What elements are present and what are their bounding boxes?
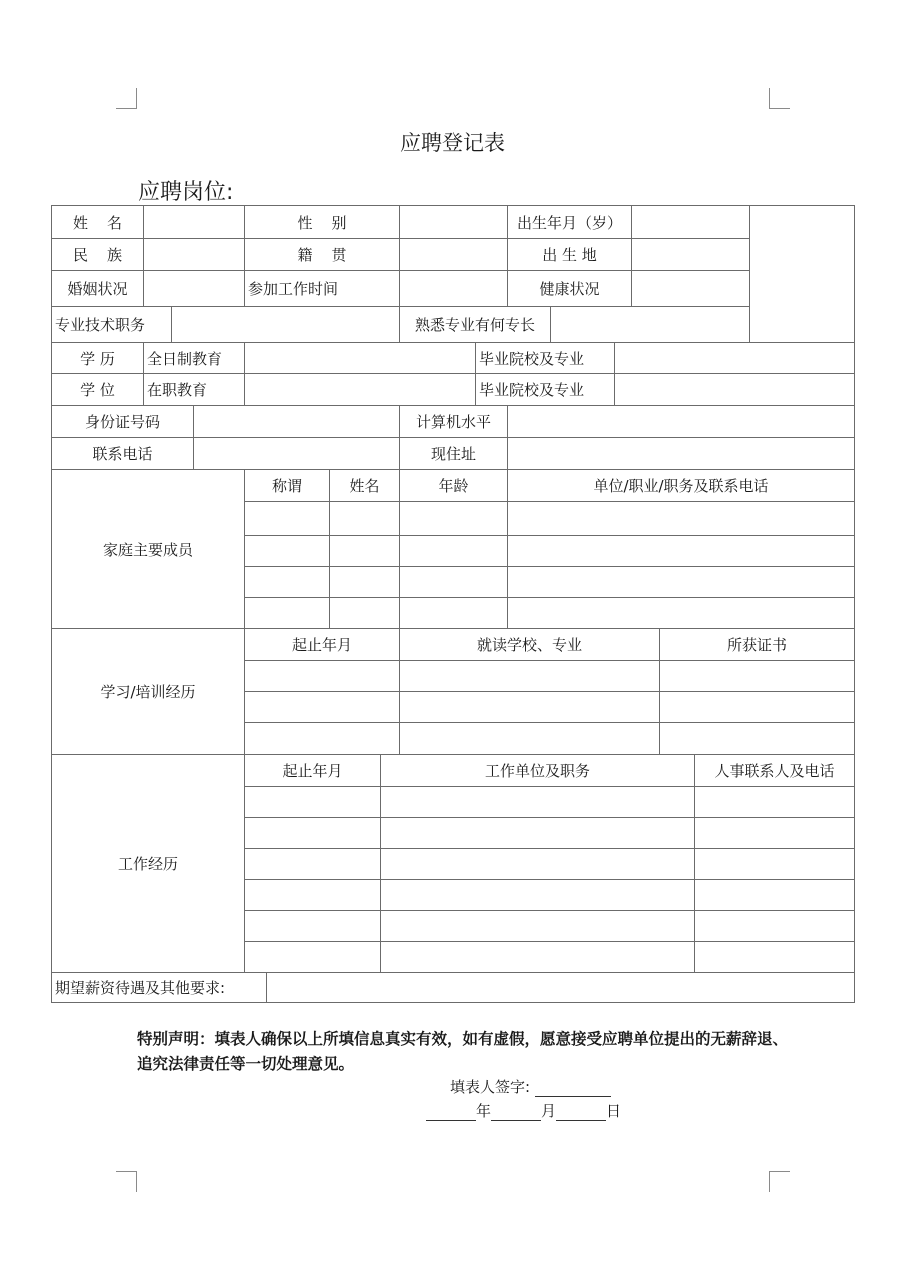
month-line[interactable] xyxy=(491,1104,541,1121)
family-row-2-cell[interactable] xyxy=(329,535,400,567)
label-computer: 计算机水平 xyxy=(399,405,508,438)
position-input-line[interactable] xyxy=(239,183,441,206)
family-row-4-cell[interactable] xyxy=(507,597,855,629)
work-row-6-cell[interactable] xyxy=(244,941,381,973)
label-birthplace: 出 生 地 xyxy=(507,238,632,271)
study-row-3-cell[interactable] xyxy=(659,722,855,755)
crop-mark-bottom-right xyxy=(769,1171,790,1192)
photo-box[interactable] xyxy=(749,205,855,343)
family-row-3-cell[interactable] xyxy=(244,566,330,598)
label-id-number: 身份证号码 xyxy=(51,405,194,438)
field-id-number[interactable] xyxy=(193,405,400,438)
field-computer[interactable] xyxy=(507,405,855,438)
label-marital: 婚姻状况 xyxy=(51,270,144,307)
field-ethnicity[interactable] xyxy=(143,238,245,271)
family-row-2-cell[interactable] xyxy=(399,535,508,567)
label-specialty: 熟悉专业有何专长 xyxy=(399,306,551,343)
day-label: 日 xyxy=(606,1102,622,1120)
study-row-2-cell[interactable] xyxy=(659,691,855,723)
family-row-2-cell[interactable] xyxy=(244,535,330,567)
label-work-start: 参加工作时间 xyxy=(244,270,400,307)
study-row-3-cell[interactable] xyxy=(399,722,660,755)
field-gender[interactable] xyxy=(399,205,508,239)
work-header-period: 起止年月 xyxy=(244,754,381,787)
signature-row xyxy=(450,1076,611,1097)
study-row-2-cell[interactable] xyxy=(244,691,400,723)
work-row-4-cell[interactable] xyxy=(694,879,855,911)
position-label: 应聘岗位: xyxy=(138,180,234,205)
label-study: 学习/培训经历 xyxy=(51,628,245,755)
label-fulltime: 全日制教育 xyxy=(143,342,245,374)
label-family: 家庭主要成员 xyxy=(51,469,245,629)
crop-mark-top-right xyxy=(769,88,790,109)
crop-mark-top-left xyxy=(116,88,137,109)
field-birthplace[interactable] xyxy=(631,238,750,271)
family-header-employer: 单位/职业/职务及联系电话 xyxy=(507,469,855,502)
field-specialty[interactable] xyxy=(550,306,750,343)
study-row-1-cell[interactable] xyxy=(399,660,660,692)
family-row-4-cell[interactable] xyxy=(244,597,330,629)
work-row-5-cell[interactable] xyxy=(694,910,855,942)
field-address[interactable] xyxy=(507,437,855,470)
family-row-1-cell[interactable] xyxy=(507,501,855,536)
day-line[interactable] xyxy=(556,1104,606,1121)
family-row-3-cell[interactable] xyxy=(399,566,508,598)
label-inservice: 在职教育 xyxy=(143,373,245,406)
work-row-1-cell[interactable] xyxy=(380,786,695,818)
field-work-start[interactable] xyxy=(399,270,508,307)
family-row-1-cell[interactable] xyxy=(329,501,400,536)
family-header-age: 年龄 xyxy=(399,469,508,502)
field-school-fulltime[interactable] xyxy=(614,342,855,374)
work-row-1-cell[interactable] xyxy=(694,786,855,818)
page-title: 应聘登记表 xyxy=(400,131,505,155)
label-education: 学 历 xyxy=(51,342,144,374)
label-school-fulltime: 毕业院校及专业 xyxy=(475,342,615,374)
family-row-1-cell[interactable] xyxy=(244,501,330,536)
label-phone: 联系电话 xyxy=(51,437,194,470)
label-salary: 期望薪资待遇及其他要求: xyxy=(51,972,267,1003)
year-line[interactable] xyxy=(426,1104,476,1121)
field-fulltime-edu[interactable] xyxy=(244,342,476,374)
work-row-3-cell[interactable] xyxy=(244,848,381,880)
label-degree: 学 位 xyxy=(51,373,144,406)
field-native-place[interactable] xyxy=(399,238,508,271)
field-name[interactable] xyxy=(143,205,245,239)
work-row-6-cell[interactable] xyxy=(380,941,695,973)
field-marital[interactable] xyxy=(143,270,245,307)
family-row-2-cell[interactable] xyxy=(507,535,855,567)
family-row-3-cell[interactable] xyxy=(507,566,855,598)
year-label: 年 xyxy=(476,1102,492,1120)
label-birth: 出生年月（岁） xyxy=(507,205,632,239)
work-row-6-cell[interactable] xyxy=(694,941,855,973)
field-salary[interactable] xyxy=(266,972,855,1003)
field-health[interactable] xyxy=(631,270,750,307)
work-row-4-cell[interactable] xyxy=(380,879,695,911)
study-row-1-cell[interactable] xyxy=(244,660,400,692)
family-row-1-cell[interactable] xyxy=(399,501,508,536)
work-header-employer: 工作单位及职务 xyxy=(380,754,695,787)
study-row-2-cell[interactable] xyxy=(399,691,660,723)
field-inservice-edu[interactable] xyxy=(244,373,476,406)
family-row-4-cell[interactable] xyxy=(399,597,508,629)
work-row-3-cell[interactable] xyxy=(694,848,855,880)
work-row-4-cell[interactable] xyxy=(244,879,381,911)
month-label: 月 xyxy=(541,1102,557,1120)
work-row-5-cell[interactable] xyxy=(380,910,695,942)
study-header-certificate: 所获证书 xyxy=(659,628,855,661)
work-row-1-cell[interactable] xyxy=(244,786,381,818)
family-header-relation: 称谓 xyxy=(244,469,330,502)
position-row xyxy=(138,175,441,206)
field-birth[interactable] xyxy=(631,205,750,239)
label-name: 姓 名 xyxy=(51,205,144,239)
work-header-contact: 人事联系人及电话 xyxy=(694,754,855,787)
label-gender: 性 别 xyxy=(244,205,400,239)
family-header-name: 姓名 xyxy=(329,469,400,502)
label-ethnicity: 民 族 xyxy=(51,238,144,271)
work-row-5-cell[interactable] xyxy=(244,910,381,942)
work-row-3-cell[interactable] xyxy=(380,848,695,880)
family-row-3-cell[interactable] xyxy=(329,566,400,598)
label-title-rank: 专业技术职务 xyxy=(51,306,172,343)
crop-mark-bottom-left xyxy=(116,1171,137,1192)
study-row-1-cell[interactable] xyxy=(659,660,855,692)
study-header-school: 就读学校、专业 xyxy=(399,628,660,661)
family-row-4-cell[interactable] xyxy=(329,597,400,629)
label-work: 工作经历 xyxy=(51,754,245,973)
label-school-inservice: 毕业院校及专业 xyxy=(475,373,615,406)
field-phone[interactable] xyxy=(193,437,400,470)
work-row-2-cell[interactable] xyxy=(380,817,695,849)
field-school-inservice[interactable] xyxy=(614,373,855,406)
label-native-place: 籍 贯 xyxy=(244,238,400,271)
work-row-2-cell[interactable] xyxy=(244,817,381,849)
declaration: 特别声明：填表人确保以上所填信息真实有效，如有虚假，愿意接受应聘单位提出的无薪辞退、追究法律责任等一切处理意见。 xyxy=(137,1030,789,1073)
field-title-rank[interactable] xyxy=(171,306,400,343)
work-row-2-cell[interactable] xyxy=(694,817,855,849)
label-health: 健康状况 xyxy=(507,270,632,307)
signature-line[interactable] xyxy=(535,1080,611,1097)
signature-label: 填表人签字: xyxy=(450,1078,531,1096)
study-row-3-cell[interactable] xyxy=(244,722,400,755)
study-header-period: 起止年月 xyxy=(244,628,400,661)
date-row xyxy=(426,1100,621,1121)
label-address: 现住址 xyxy=(399,437,508,470)
